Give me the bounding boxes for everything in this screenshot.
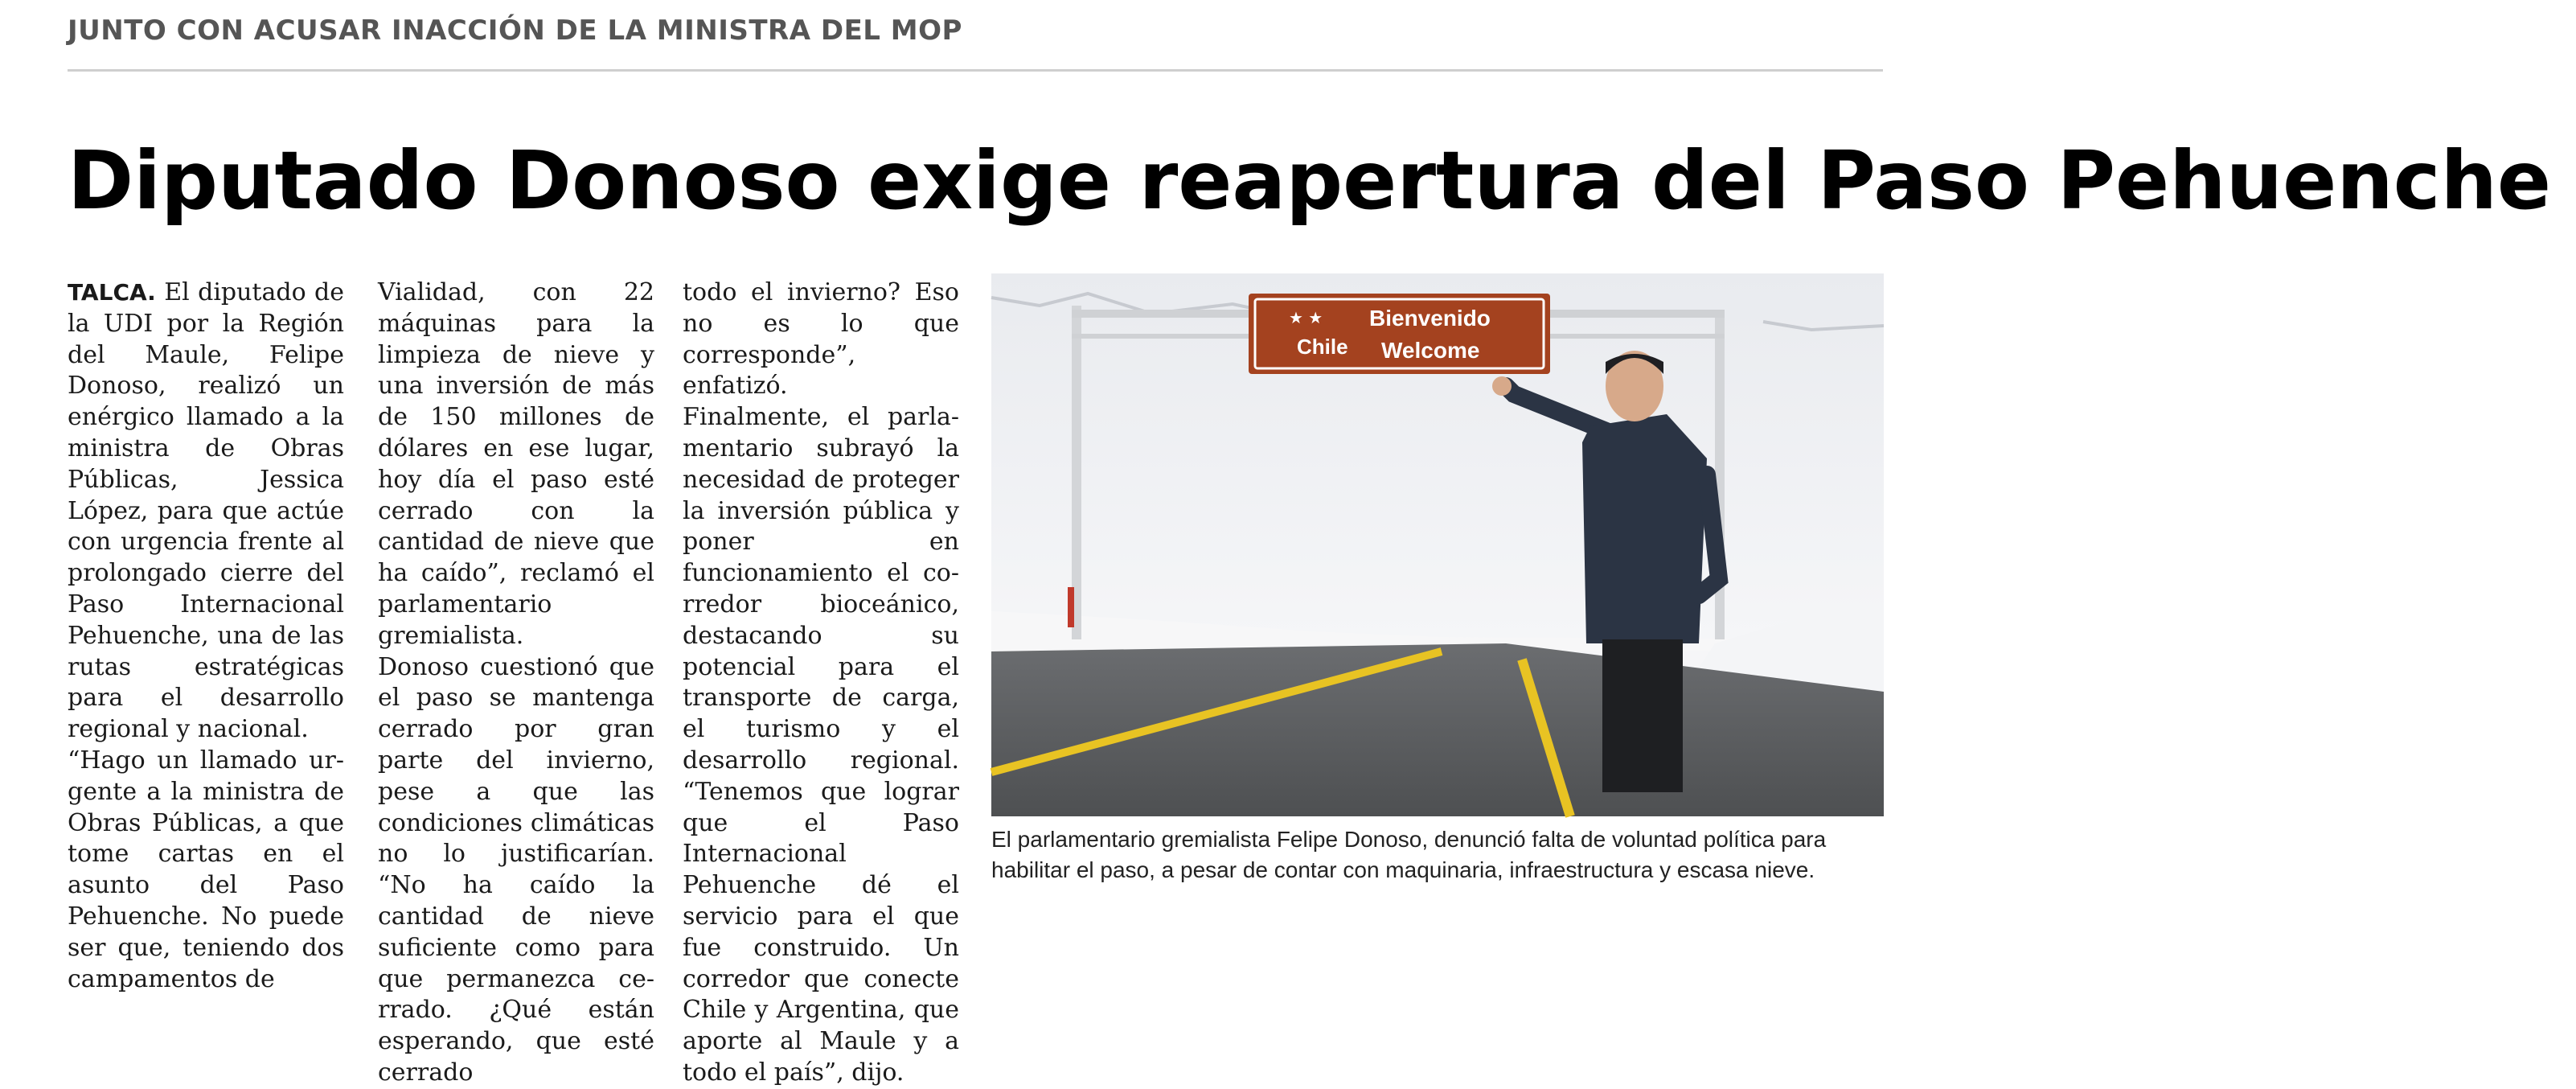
news-photo [991,273,1884,816]
dateline: TALCA. [68,279,156,306]
paragraph: “Hago un llamado urgente a la ministra de Obras Públicas, a que tome cartas en el asunto del Paso Pehuenche. No puede ser que, teniendo dos campamentos de [68,746,344,993]
divider [68,69,1883,72]
paragraph: Donoso cuestionó que el paso se mantenga cerrado por gran parte del invierno, pese a que las condiciones climáticas no lo justificarían. “No ha caído la cantidad de nieve suficiente como para que permanezca cerrado. ¿Qué están esperando, que esté cerrado [378,652,654,1087]
photo-illustration [991,273,1884,816]
column-1 [68,277,344,995]
sign-chile-text: Chile [1297,335,1348,359]
headline [68,121,2552,241]
column-2 [378,277,654,1089]
hand [1492,376,1512,396]
kicker: JUNTO CON ACUSAR INACCIÓN DE LA MINISTRA DEL MOP [68,14,962,47]
marker-post [1068,587,1074,627]
headline-text: Diputado Donoso exige reapertura del Paso Pehuenche [68,134,2552,228]
paragraph: Vialidad, con 22 máquinas para la limpieza de nieve y una inversión de más de 150 millones de dólares en ese lugar, hoy día el paso esté cerrado con la cantidad de nieve que ha caído”, reclamó el parlamentario gremialista. [378,278,654,650]
jacket [1582,414,1707,643]
paragraph: Finalmente, el parlamentario subrayó la necesidad de proteger la inversión pública y poner en funcionamiento el corredor bioceánico, destacando su potencial para el transporte de carga, el turismo y el desarrollo regional. “Tenemos que lograr que el Paso Internacional Pehuenche dé el servicio para el que fue construido. Un corredor que conecte Chile y Argentina, que aporte al Maule y a todo el país”, dijo. [683,403,959,1087]
paragraph [68,277,344,746]
paragraph: todo el invierno? Eso no es lo que corresponde”, enfatizó. [683,278,959,401]
sign-line-1: Bienvenido [1369,306,1491,331]
column-3 [683,277,959,1089]
trousers [1602,639,1683,792]
photo-caption: El parlamentario gremialista Felipe Donoso, denunció falta de voluntad política para habilitar el paso, a pesar de contar con maquinaria, infraestructura y escasa nieve. [991,827,1827,882]
sign-line-2: Welcome [1381,338,1480,363]
star-icon: ★ ★ [1289,308,1323,327]
paragraph-text: El diputado de la UDI por la Región del Maule, Felipe Donoso, realizó un enérgico llamado a la ministra de Obras Públicas, Jessica López, para que actúe con urgencia frente al prolongado cierre del Paso Internacional Pehuenche, una de las rutas estratégicas para el desarrollo regional y nacional. [68,278,344,744]
